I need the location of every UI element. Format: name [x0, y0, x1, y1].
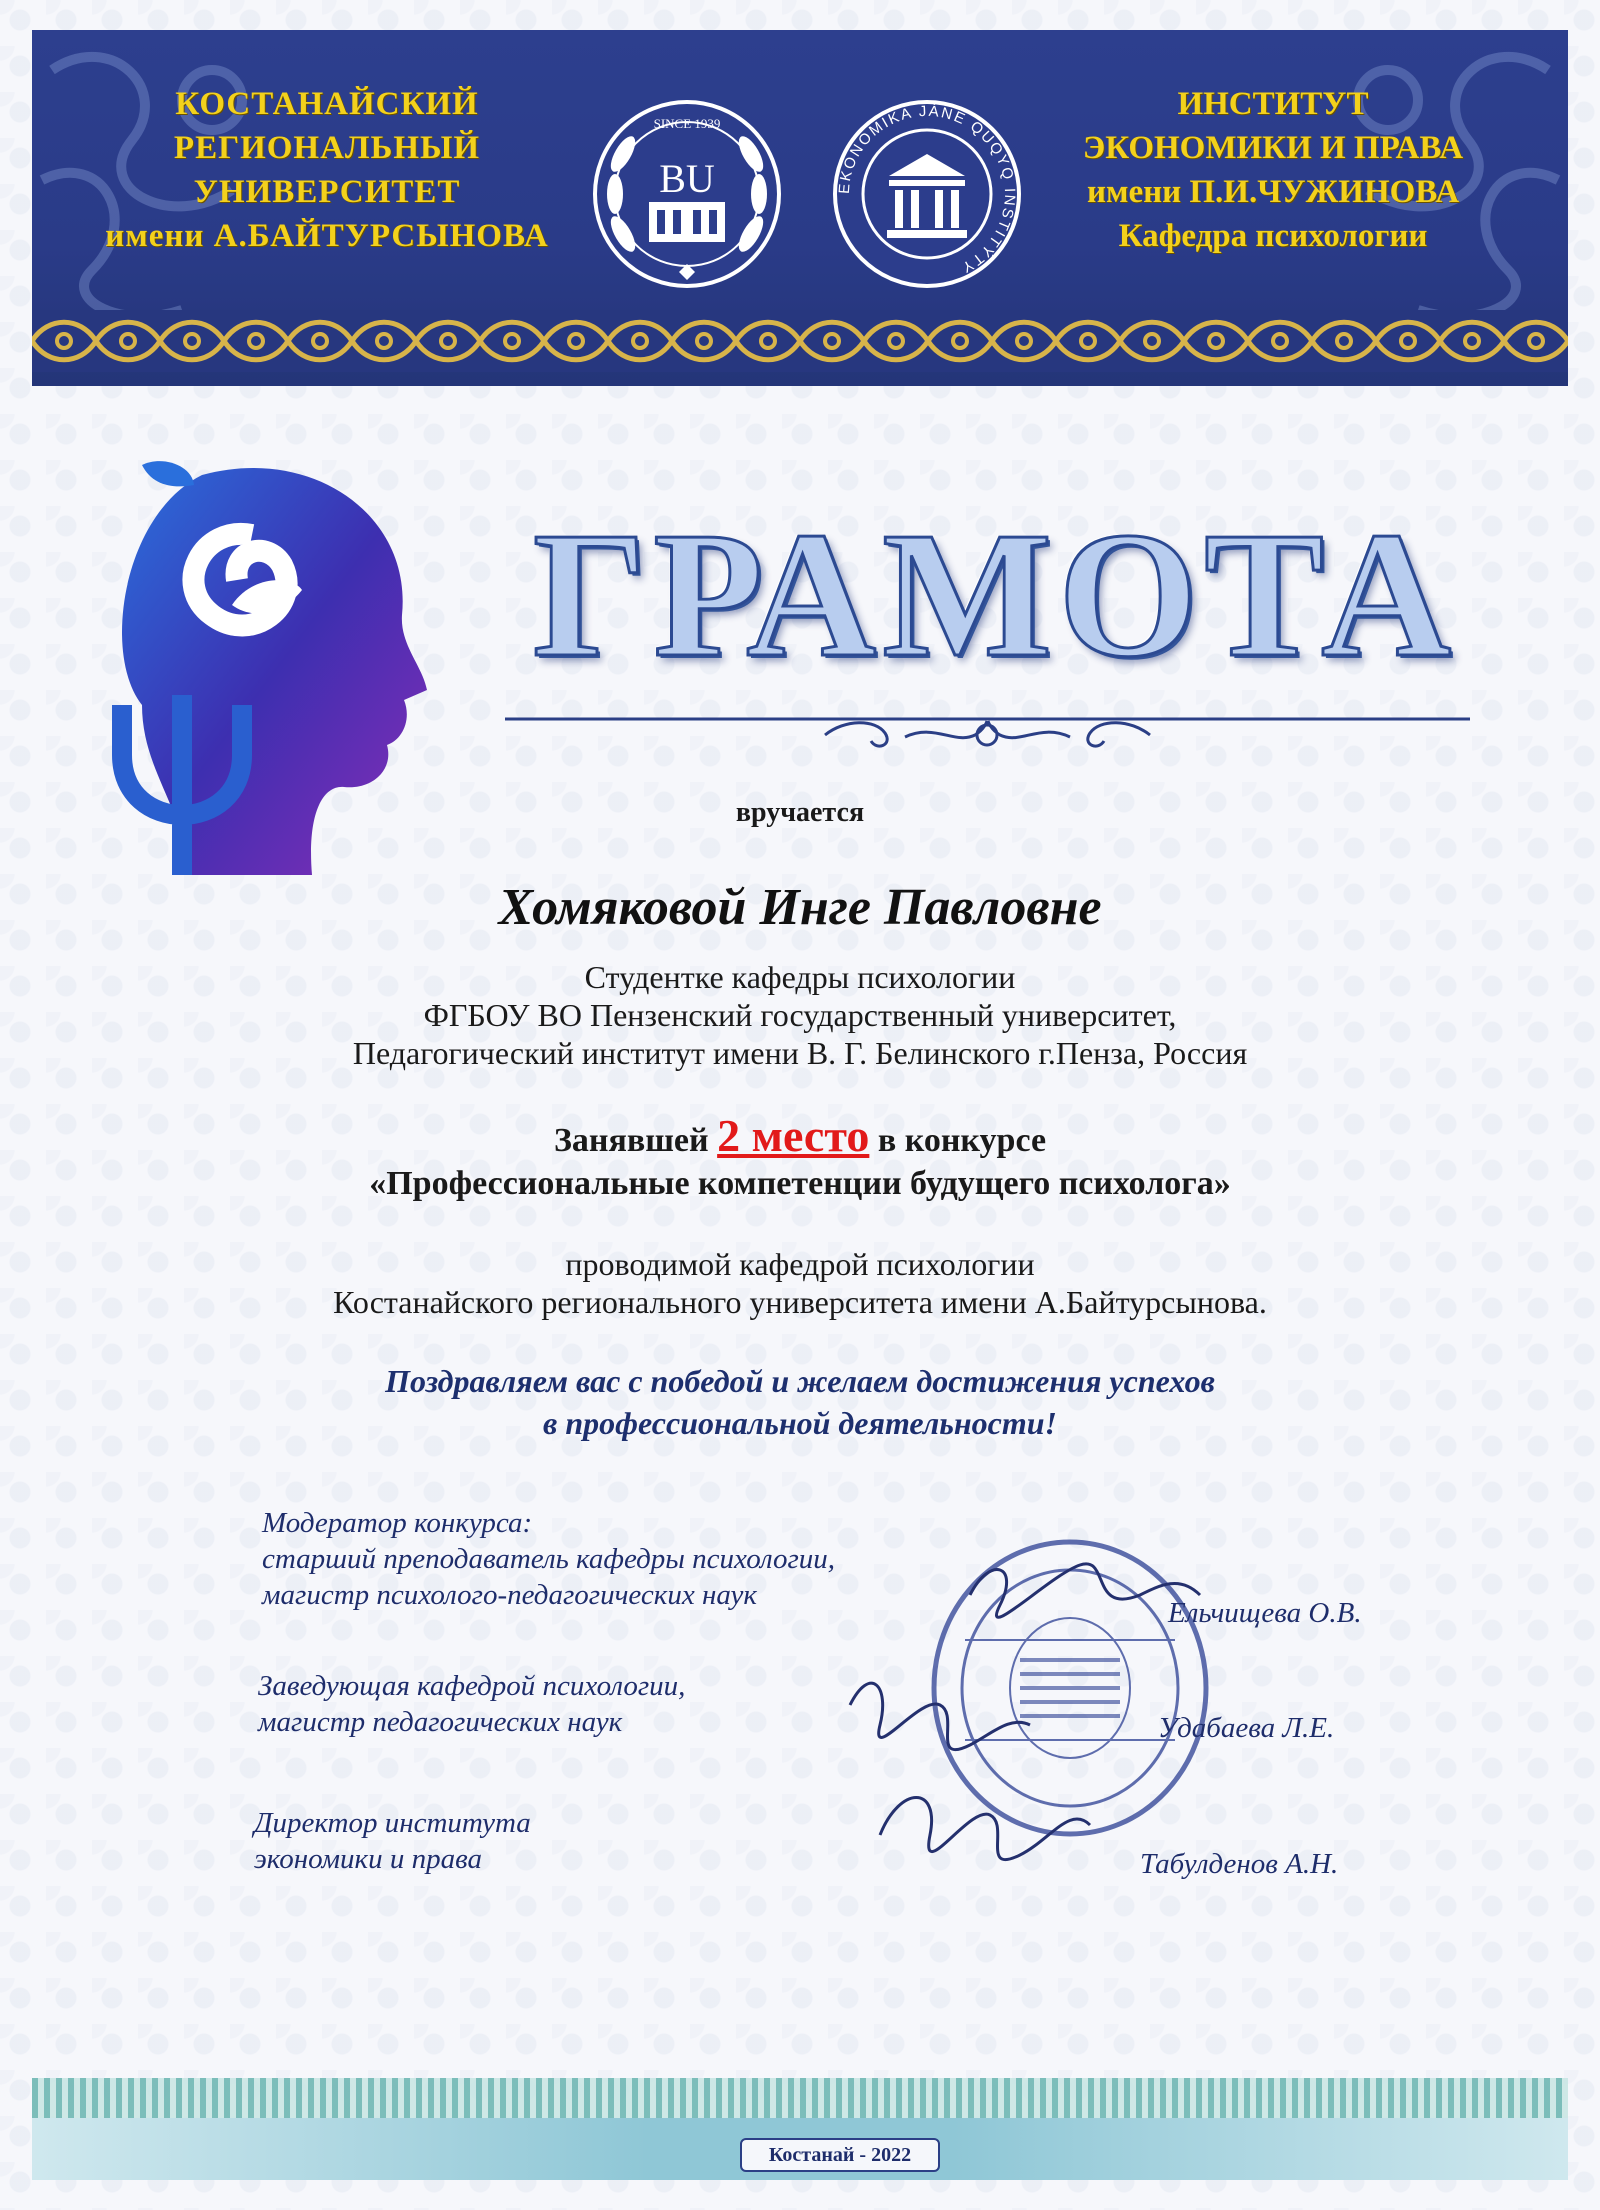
flourish-divider-icon [505, 705, 1470, 755]
conducted-by: проводимой кафедрой психологии Костанайского регионального университета имени А.Байтурсынова. [333, 1246, 1267, 1320]
header-banner [32, 30, 1568, 386]
logo-letters: BU [659, 156, 715, 201]
certificate-title [520, 495, 1470, 694]
affiliation: Студентке кафедры психологии ФГБОУ ВО Пензенский государственный университет, Педагогический институт имени В. Г. Белинского г.Пенза, Россия [352, 959, 1248, 1071]
place-highlight: 2 место [717, 1110, 870, 1161]
awarded-text: вручается [735, 797, 865, 828]
signer-role-moderator: Модератор конкурса: старший преподаватель кафедры психологии, магистр психолого-педагогических наук [262, 1507, 836, 1611]
place-line [200, 1110, 1400, 1167]
contest-name: «Профессиональные компетенции будущего психолога» [369, 1165, 1231, 1202]
congratulations: Поздравляем вас с победой и желаем достижения успехов в профессиональной деятельности! [385, 1363, 1215, 1441]
signer-role-head: Заведующая кафедрой психологии, магистр педагогических наук [258, 1670, 686, 1738]
institute-logo [827, 84, 1027, 304]
university-logo [587, 84, 787, 304]
institute-name: ИНСТИТУТ ЭКОНОМИКИ И ПРАВА имени П.И.ЧУЖИНОВА Кафедра психологии [1082, 86, 1464, 254]
ornament-band [32, 310, 1568, 372]
signer-name-moderator: Ельчищева О.В. [1168, 1597, 1362, 1629]
logo-ring-text: EKONOMIKA JÁNE QUQYQ INSTITÝTY [835, 102, 1019, 277]
university-name: КОСТАНАЙСКИЙ РЕГИОНАЛЬНЫЙ УНИВЕРСИТЕТ имени А.БАЙТУРСЫНОВА [105, 86, 549, 254]
signer-name-director: Табулденов А.Н. [1140, 1848, 1339, 1880]
logo-since-text: SINCE 1939 [653, 116, 721, 131]
footer-place-year: Костанай - 2022 [740, 2138, 940, 2172]
signer-name-head: Удабаева Л.Е. [1158, 1712, 1335, 1744]
place-suffix: в конкурсе [877, 1122, 1047, 1159]
gold-ornament-icon [32, 310, 1568, 372]
footer-ornament [32, 2078, 1568, 2118]
title-text: ГРАМОТА [532, 495, 1458, 694]
place-prefix: Занявшей [553, 1122, 709, 1159]
recipient-name: Хомяковой Инге Павловне [498, 879, 1102, 936]
signer-role-director: Директор института экономики и права [254, 1807, 531, 1875]
